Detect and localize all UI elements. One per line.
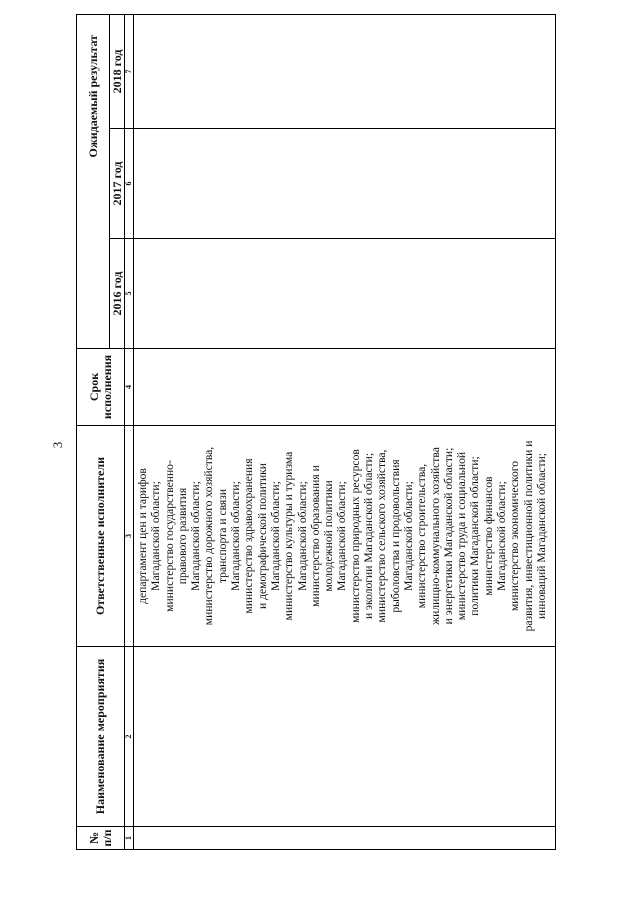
executor-line: Магаданской области; [295, 481, 309, 591]
header-expected-result: Ожидаемый результат [77, 14, 110, 348]
executor-line: министерство строительства, [415, 463, 429, 609]
executor-line: Магаданской области; [189, 481, 203, 591]
executor-line: рыболовства и продовольствия [388, 459, 402, 613]
column-number: 4 [125, 349, 134, 426]
executor-line: и демографической политики [255, 463, 269, 609]
executor-line: министерство образования и [308, 465, 322, 607]
column-number: 3 [125, 426, 134, 647]
executor-line: и энергетики Магаданской области; [441, 447, 455, 625]
executor-line: развития, инвестиционной политики и [521, 440, 535, 632]
column-number: 5 [125, 239, 134, 349]
cell-result-2016 [134, 239, 556, 349]
cell-deadline [134, 349, 556, 426]
executor-line: департамент цен и тарифов [136, 468, 149, 604]
column-number-row [125, 14, 134, 849]
header-executors: Ответственные исполнители [77, 426, 125, 647]
header-year-2017: 2017 год [110, 129, 125, 239]
executor-line: министерство финансов [481, 476, 495, 596]
executor-line: Магаданской области; [401, 481, 415, 591]
cell-executors [134, 426, 556, 647]
column-number: 2 [125, 647, 134, 827]
executor-line: политики Магаданской области; [468, 456, 482, 616]
executor-line: правового развития [175, 487, 189, 585]
executor-line: министерство культуры и туризма [282, 451, 296, 621]
header-year-2018: 2018 год [110, 14, 125, 128]
executor-line: министерство природных ресурсов [348, 449, 362, 623]
table-row [134, 14, 556, 849]
header-num: № п/п [77, 827, 125, 850]
executor-line: министерство труда и социальной [455, 451, 469, 621]
executor-line: Магаданской области; [335, 481, 349, 591]
executor-line: министерство здравоохранения [242, 458, 256, 614]
header-year-2016: 2016 год [110, 239, 125, 349]
executor-line: министерство дорожного хозяйства, [202, 446, 216, 626]
cell-result-2017 [134, 129, 556, 239]
cell-name [134, 647, 556, 827]
executor-line: и экологии Магаданской области; [362, 452, 376, 620]
executor-line: министерство сельского хозяйства, [375, 449, 389, 623]
column-number: 1 [125, 827, 134, 850]
executor-line: Магаданской области; [229, 481, 243, 591]
header-deadline: Срок исполнения [77, 349, 125, 426]
executor-line: Магаданской области; [149, 481, 163, 591]
column-number: 7 [125, 14, 134, 128]
cell-num [134, 827, 556, 850]
plan-table [76, 14, 556, 850]
executor-line: Магаданской области; [495, 481, 509, 591]
executor-line: транспорта и связи [215, 488, 229, 584]
cell-result-2018 [134, 14, 556, 128]
rotated-table-container [76, 15, 556, 850]
page-number: 3 [50, 441, 65, 449]
executor-line: Магаданской области; [268, 481, 282, 591]
executor-line: министерство экономического [508, 460, 522, 612]
executor-line: жилищно-коммунального хозяйства [428, 447, 442, 625]
executor-line: инноваций Магаданской области; [534, 452, 548, 620]
header-name: Наименование мероприятия [77, 647, 125, 827]
executor-line: молодежной политики [322, 480, 336, 592]
executor-line: министерство государственно- [162, 460, 176, 612]
header-row [77, 14, 110, 849]
column-number: 6 [125, 129, 134, 239]
